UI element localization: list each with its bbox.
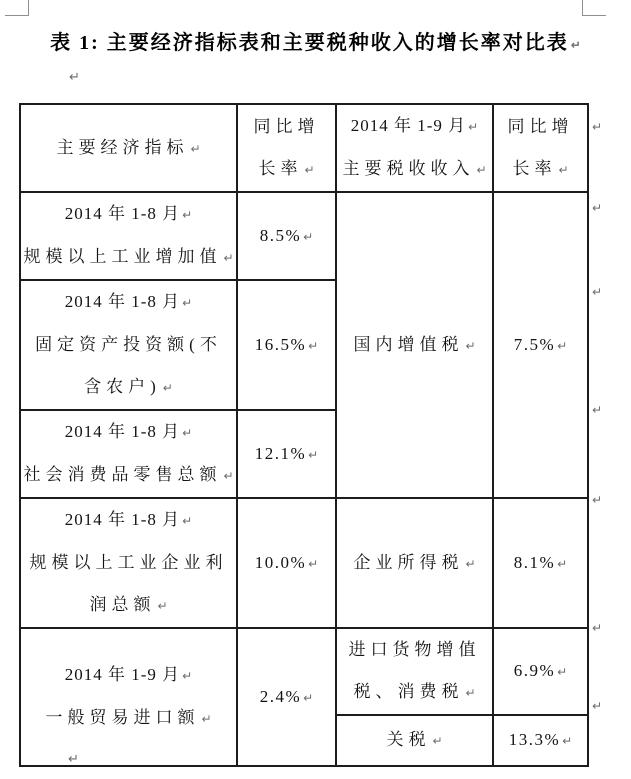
paragraph-mark-icon: ↵: [182, 296, 193, 310]
paragraph-mark-icon: ↵: [308, 447, 319, 462]
header-text: 主要税收收入: [342, 159, 475, 178]
header-text: 2014 年 1-9 月: [350, 116, 467, 135]
cell-line: 润总额: [89, 595, 156, 614]
paragraph-mark-icon: ↵: [182, 426, 193, 440]
paragraph-mark-icon: ↵: [476, 163, 487, 177]
row-end-mark-icon: ↵: [592, 493, 603, 507]
paragraph-mark-icon: ↵: [557, 556, 568, 571]
cell-line: 社会消费品零售总额: [23, 465, 222, 484]
header-tax-growth-rate: [493, 104, 588, 192]
rate-value: 10.0%: [254, 552, 307, 572]
paragraph-mark-icon: ↵: [223, 469, 234, 483]
cell-industrial-profit: [20, 498, 237, 628]
cell-import-vat-consumption-tax-rate: [493, 628, 588, 715]
tax-name: 国内增值税: [353, 334, 464, 354]
cell-line: 2014 年 1-8 月: [64, 510, 181, 529]
tax-name-line: 进口货物增值: [348, 640, 481, 659]
cell-line: 规模以上工业企业利: [29, 553, 228, 572]
document-title-text: 表 1: 主要经济指标表和主要税种收入的增长率对比表: [50, 32, 569, 54]
paragraph-mark-icon: ↵: [223, 251, 234, 265]
tax-name: 企业所得税: [353, 552, 464, 572]
paragraph-mark-icon: ↵: [570, 38, 581, 52]
paragraph-mark-icon: ↵: [465, 686, 476, 700]
table-row: [20, 192, 588, 280]
paragraph-mark-icon: ↵: [182, 669, 193, 683]
rate-value: 8.5%: [259, 225, 302, 245]
rate-value: 7.5%: [513, 334, 556, 354]
cell-line: 2014 年 1-8 月: [64, 292, 181, 311]
cell-general-trade-imports-rate: [237, 628, 336, 766]
cell-line: 2014 年 1-8 月: [64, 204, 181, 223]
paragraph-mark-icon: ↵: [190, 141, 201, 156]
header-text: 长率: [512, 158, 557, 178]
page-margin-mark-top-right: [582, 0, 606, 16]
tax-name: 关税: [386, 730, 431, 749]
rate-value: 12.1%: [254, 443, 307, 463]
cell-industrial-value-added: [20, 192, 237, 280]
cell-domestic-vat-rate: [493, 192, 588, 498]
header-text: 同比增: [253, 116, 320, 136]
cell-line: 一般贸易进口额: [45, 708, 200, 727]
table-row: [20, 628, 588, 715]
cell-retail-sales: [20, 410, 237, 498]
paragraph-mark-icon: ↵: [69, 70, 80, 85]
paragraph-mark-icon: ↵: [308, 338, 319, 353]
header-text: 主要经济指标: [56, 137, 189, 157]
cell-tariff-rate: [493, 715, 588, 766]
cell-line: 2014 年 1-8 月: [64, 422, 181, 441]
paragraph-mark-icon: ↵: [557, 338, 568, 353]
paragraph-mark-icon: ↵: [432, 734, 443, 748]
header-text: 长率: [258, 158, 303, 178]
paragraph-mark-icon: ↵: [201, 712, 212, 726]
row-end-mark-icon: ↵: [592, 201, 603, 215]
cell-industrial-profit-rate: [237, 498, 336, 628]
header-economic-indicator: [20, 104, 237, 192]
cell-import-vat-consumption-tax: [336, 628, 493, 715]
cell-general-trade-imports: [20, 628, 237, 766]
rate-value: 16.5%: [254, 334, 307, 354]
cell-line: 2014 年 1-9 月: [64, 665, 181, 684]
row-end-mark-icon: ↵: [592, 403, 603, 417]
paragraph-mark-icon: ↵: [558, 162, 569, 177]
table-row: [20, 498, 588, 628]
rate-value: 8.1%: [513, 552, 556, 572]
cell-tariff: [336, 715, 493, 766]
rate-value: 6.9%: [513, 661, 556, 680]
paragraph-mark-icon: ↵: [562, 734, 573, 748]
document-title: [0, 26, 631, 55]
row-end-mark-icon: ↵: [592, 285, 603, 299]
table-header-row: [20, 104, 588, 192]
row-end-mark-icon: ↵: [592, 621, 603, 635]
cell-retail-sales-rate: [237, 410, 336, 498]
page-margin-mark-top-left: [5, 0, 29, 16]
paragraph-mark-icon: ↵: [68, 752, 79, 767]
paragraph-mark-icon: ↵: [182, 514, 193, 528]
paragraph-mark-icon: ↵: [468, 120, 479, 134]
paragraph-mark-icon: ↵: [557, 665, 568, 679]
paragraph-mark-icon: ↵: [303, 690, 314, 705]
cell-fixed-asset-investment: [20, 280, 237, 410]
row-end-mark-icon: ↵: [592, 120, 603, 134]
cell-domestic-vat: [336, 192, 493, 498]
paragraph-mark-icon: ↵: [303, 229, 314, 244]
row-end-mark-icon: ↵: [592, 699, 603, 713]
cell-line: 固定资产投资额(不: [35, 335, 222, 354]
cell-industrial-value-added-rate: [237, 192, 336, 280]
header-text: 同比增: [507, 116, 574, 136]
cell-corporate-income-tax-rate: [493, 498, 588, 628]
cell-line: 规模以上工业增加值: [23, 247, 222, 266]
paragraph-mark-icon: ↵: [465, 338, 476, 353]
paragraph-mark-icon: ↵: [465, 556, 476, 571]
header-tax-revenue: [336, 104, 493, 192]
paragraph-mark-icon: ↵: [308, 556, 319, 571]
cell-line: 含农户): [84, 377, 161, 396]
paragraph-mark-icon: ↵: [304, 162, 315, 177]
header-growth-rate: [237, 104, 336, 192]
paragraph-mark-icon: ↵: [157, 599, 168, 613]
tax-name-line: 税、消费税: [353, 682, 464, 701]
comparison-table: [19, 103, 589, 767]
paragraph-mark-icon: ↵: [162, 381, 173, 395]
paragraph-mark-icon: ↵: [182, 208, 193, 222]
cell-fixed-asset-investment-rate: [237, 280, 336, 410]
cell-corporate-income-tax: [336, 498, 493, 628]
rate-value: 2.4%: [259, 686, 302, 706]
rate-value: 13.3%: [508, 730, 561, 749]
